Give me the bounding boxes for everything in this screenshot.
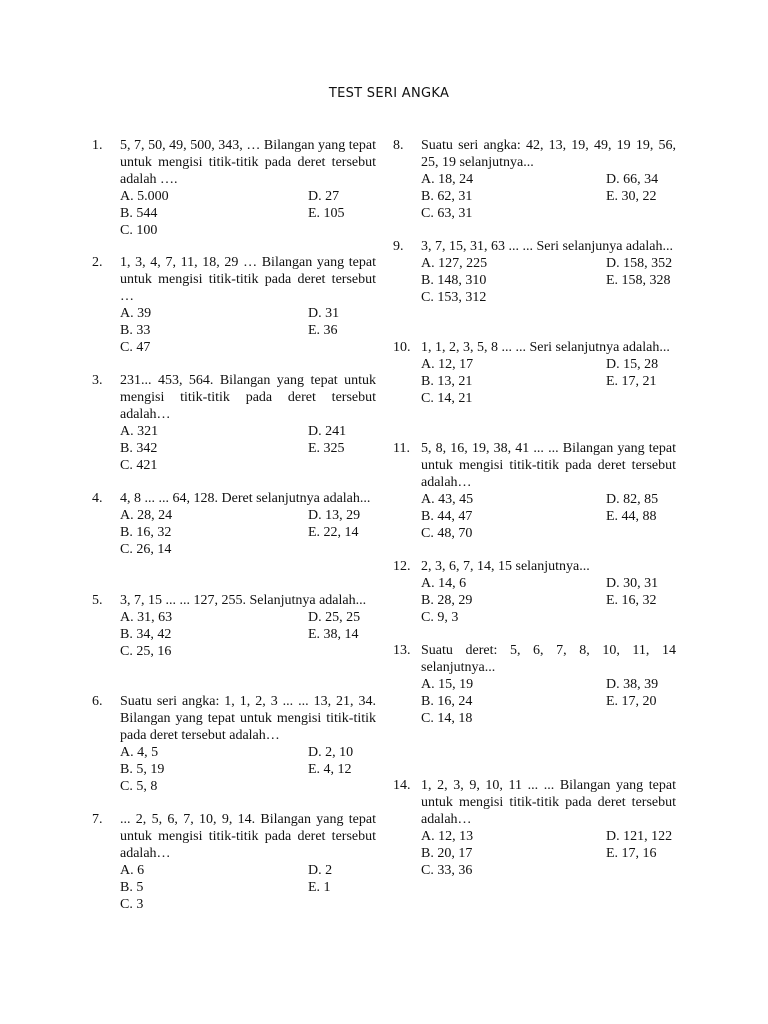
options [421, 676, 676, 727]
option-a[interactable]: A. 12, 17 [421, 357, 474, 372]
option-a[interactable]: A. 12, 13 [421, 829, 474, 844]
question-12 [393, 558, 676, 626]
option-c[interactable]: C. 14, 21 [421, 391, 473, 406]
question-14 [393, 777, 676, 879]
option-c[interactable]: C. 100 [120, 223, 158, 238]
option-c[interactable]: C. 63, 31 [421, 206, 473, 221]
option-a[interactable]: A. 5.000 [120, 189, 169, 204]
option-b[interactable]: B. 33 [120, 323, 151, 338]
option-c[interactable]: C. 5, 8 [120, 779, 158, 794]
question-8 [393, 137, 676, 222]
options [421, 356, 676, 407]
option-e[interactable]: E. 44, 88 [606, 509, 657, 524]
options [120, 609, 376, 660]
question-number: 11. [393, 441, 410, 456]
option-b[interactable]: B. 16, 32 [120, 525, 172, 540]
question-9 [393, 238, 676, 306]
option-e[interactable]: E. 17, 20 [606, 694, 657, 709]
option-a[interactable]: A. 14, 6 [421, 576, 467, 591]
question-11 [393, 440, 676, 542]
options [120, 862, 376, 913]
option-e[interactable]: E. 30, 22 [606, 189, 657, 204]
question-13 [393, 642, 676, 727]
option-c[interactable]: C. 153, 312 [421, 290, 487, 305]
option-b[interactable]: B. 28, 29 [421, 593, 473, 608]
question-4 [92, 490, 376, 558]
question-number: 13. [393, 643, 411, 658]
option-c[interactable]: C. 421 [120, 458, 158, 473]
question-stem: 1, 2, 3, 9, 10, 11 ... ... Bilangan yang tepat untuk mengisi titik-titik pada deret tersebut adalah… [421, 778, 676, 827]
option-a[interactable]: A. 28, 24 [120, 508, 173, 523]
options [120, 507, 376, 558]
option-b[interactable]: B. 13, 21 [421, 374, 473, 389]
option-d[interactable]: D. 66, 34 [606, 172, 659, 187]
question-stem: 3, 7, 15 ... ... 127, 255. Selanjutnya adalah... [120, 593, 367, 608]
option-a[interactable]: A. 4, 5 [120, 745, 159, 760]
page-title: TEST SERI ANGKA [328, 86, 450, 101]
options [120, 188, 376, 239]
option-c[interactable]: C. 14, 18 [421, 711, 473, 726]
option-c[interactable]: C. 47 [120, 340, 151, 355]
option-d[interactable]: D. 27 [308, 189, 340, 204]
question-3 [92, 372, 376, 474]
question-stem: 5, 7, 50, 49, 500, 343, … Bilangan yang tepat untuk mengisi titik-titik pada deret tersebut adalah …. [120, 138, 376, 187]
question-stem: 1, 3, 4, 7, 11, 18, 29 … Bilangan yang tepat untuk mengisi titik-titik pada deret tersebut … [120, 255, 376, 304]
option-c[interactable]: C. 48, 70 [421, 526, 473, 541]
options [120, 305, 376, 356]
option-d[interactable]: D. 38, 39 [606, 677, 659, 692]
options [120, 423, 376, 474]
option-b[interactable]: B. 5, 19 [120, 762, 165, 777]
option-b[interactable]: B. 16, 24 [421, 694, 473, 709]
option-b[interactable]: B. 544 [120, 206, 158, 221]
options [421, 491, 676, 542]
option-d[interactable]: D. 15, 28 [606, 357, 659, 372]
option-e[interactable]: E. 17, 16 [606, 846, 657, 861]
question-number: 12. [393, 559, 411, 574]
option-e[interactable]: E. 16, 32 [606, 593, 657, 608]
question-5 [92, 592, 376, 660]
option-e[interactable]: E. 1 [308, 880, 331, 895]
option-d[interactable]: D. 241 [308, 424, 347, 439]
option-a[interactable]: A. 18, 24 [421, 172, 474, 187]
option-c[interactable]: C. 3 [120, 897, 144, 912]
option-e[interactable]: E. 4, 12 [308, 762, 352, 777]
option-d[interactable]: D. 158, 352 [606, 256, 673, 271]
option-c[interactable]: C. 26, 14 [120, 542, 172, 557]
option-d[interactable]: D. 2, 10 [308, 745, 354, 760]
question-number: 1. [92, 138, 103, 153]
option-d[interactable]: D. 82, 85 [606, 492, 659, 507]
question-number: 9. [393, 239, 404, 254]
question-number: 4. [92, 491, 103, 506]
question-number: 5. [92, 593, 103, 608]
question-stem: 1, 1, 2, 3, 5, 8 ... ... Seri selanjutnya adalah... [421, 340, 670, 355]
option-e[interactable]: E. 158, 328 [606, 273, 671, 288]
question-stem: 4, 8 ... ... 64, 128. Deret selanjutnya adalah... [120, 491, 371, 506]
question-stem: ... 2, 5, 6, 7, 10, 9, 14. Bilangan yang tepat untuk mengisi titik-titik pada deret tersebut adalah… [120, 812, 376, 861]
question-7 [92, 811, 376, 913]
option-a[interactable]: A. 31, 63 [120, 610, 173, 625]
option-c[interactable]: C. 33, 36 [421, 863, 473, 878]
question-stem: 5, 8, 16, 19, 38, 41 ... ... Bilangan yang tepat untuk mengisi titik-titik pada deret tersebut adalah… [421, 441, 676, 490]
question-number: 3. [92, 373, 103, 388]
option-d[interactable]: D. 25, 25 [308, 610, 361, 625]
option-a[interactable]: A. 15, 19 [421, 677, 474, 692]
option-d[interactable]: D. 2 [308, 863, 333, 878]
question-number: 8. [393, 138, 404, 153]
option-b[interactable]: B. 44, 47 [421, 509, 473, 524]
option-b[interactable]: B. 148, 310 [421, 273, 487, 288]
question-stem: 2, 3, 6, 7, 14, 15 selanjutnya... [421, 559, 590, 574]
options [421, 171, 676, 222]
option-e[interactable]: E. 105 [308, 206, 345, 221]
option-e[interactable]: E. 38, 14 [308, 627, 359, 642]
options [421, 575, 676, 626]
option-e[interactable]: E. 17, 21 [606, 374, 657, 389]
option-b[interactable]: B. 5 [120, 880, 144, 895]
question-10 [393, 339, 676, 407]
option-e[interactable]: E. 36 [308, 323, 338, 338]
question-stem: 3, 7, 15, 31, 63 ... ... Seri selanjunya adalah... [421, 239, 673, 254]
question-6 [92, 693, 376, 795]
question-2 [92, 254, 376, 356]
options [421, 828, 676, 879]
option-a[interactable]: A. 43, 45 [421, 492, 474, 507]
option-e[interactable]: E. 22, 14 [308, 525, 359, 540]
option-c[interactable]: C. 9, 3 [421, 610, 459, 625]
options [120, 744, 376, 795]
question-number: 14. [393, 778, 411, 793]
option-b[interactable]: B. 20, 17 [421, 846, 473, 861]
option-d[interactable]: D. 30, 31 [606, 576, 659, 591]
options [421, 255, 676, 306]
option-a[interactable]: A. 321 [120, 424, 159, 439]
option-a[interactable]: A. 6 [120, 863, 145, 878]
option-b[interactable]: B. 342 [120, 441, 158, 456]
option-d[interactable]: D. 121, 122 [606, 829, 673, 844]
question-stem: Suatu seri angka: 1, 1, 2, 3 ... ... 13, 21, 34. Bilangan yang tepat untuk mengisi titik-titik pada deret tersebut adalah… [120, 694, 376, 743]
question-number: 7. [92, 812, 103, 827]
question-number: 6. [92, 694, 103, 709]
question-number: 10. [393, 340, 411, 355]
option-b[interactable]: B. 34, 42 [120, 627, 172, 642]
question-1 [92, 137, 376, 239]
option-c[interactable]: C. 25, 16 [120, 644, 172, 659]
option-a[interactable]: A. 39 [120, 306, 152, 321]
question-stem: Suatu deret: 5, 6, 7, 8, 10, 11, 14 selanjutnya... [421, 643, 676, 675]
question-stem: Suatu seri angka: 42, 13, 19, 49, 19 19, 56, 25, 19 selanjutnya... [421, 138, 676, 170]
option-d[interactable]: D. 31 [308, 306, 340, 321]
question-stem: 231... 453, 564. Bilangan yang tepat untuk mengisi titik-titik pada deret tersebut adalah… [120, 373, 376, 422]
option-d[interactable]: D. 13, 29 [308, 508, 361, 523]
option-a[interactable]: A. 127, 225 [421, 256, 488, 271]
question-number: 2. [92, 255, 103, 270]
option-e[interactable]: E. 325 [308, 441, 345, 456]
option-b[interactable]: B. 62, 31 [421, 189, 473, 204]
